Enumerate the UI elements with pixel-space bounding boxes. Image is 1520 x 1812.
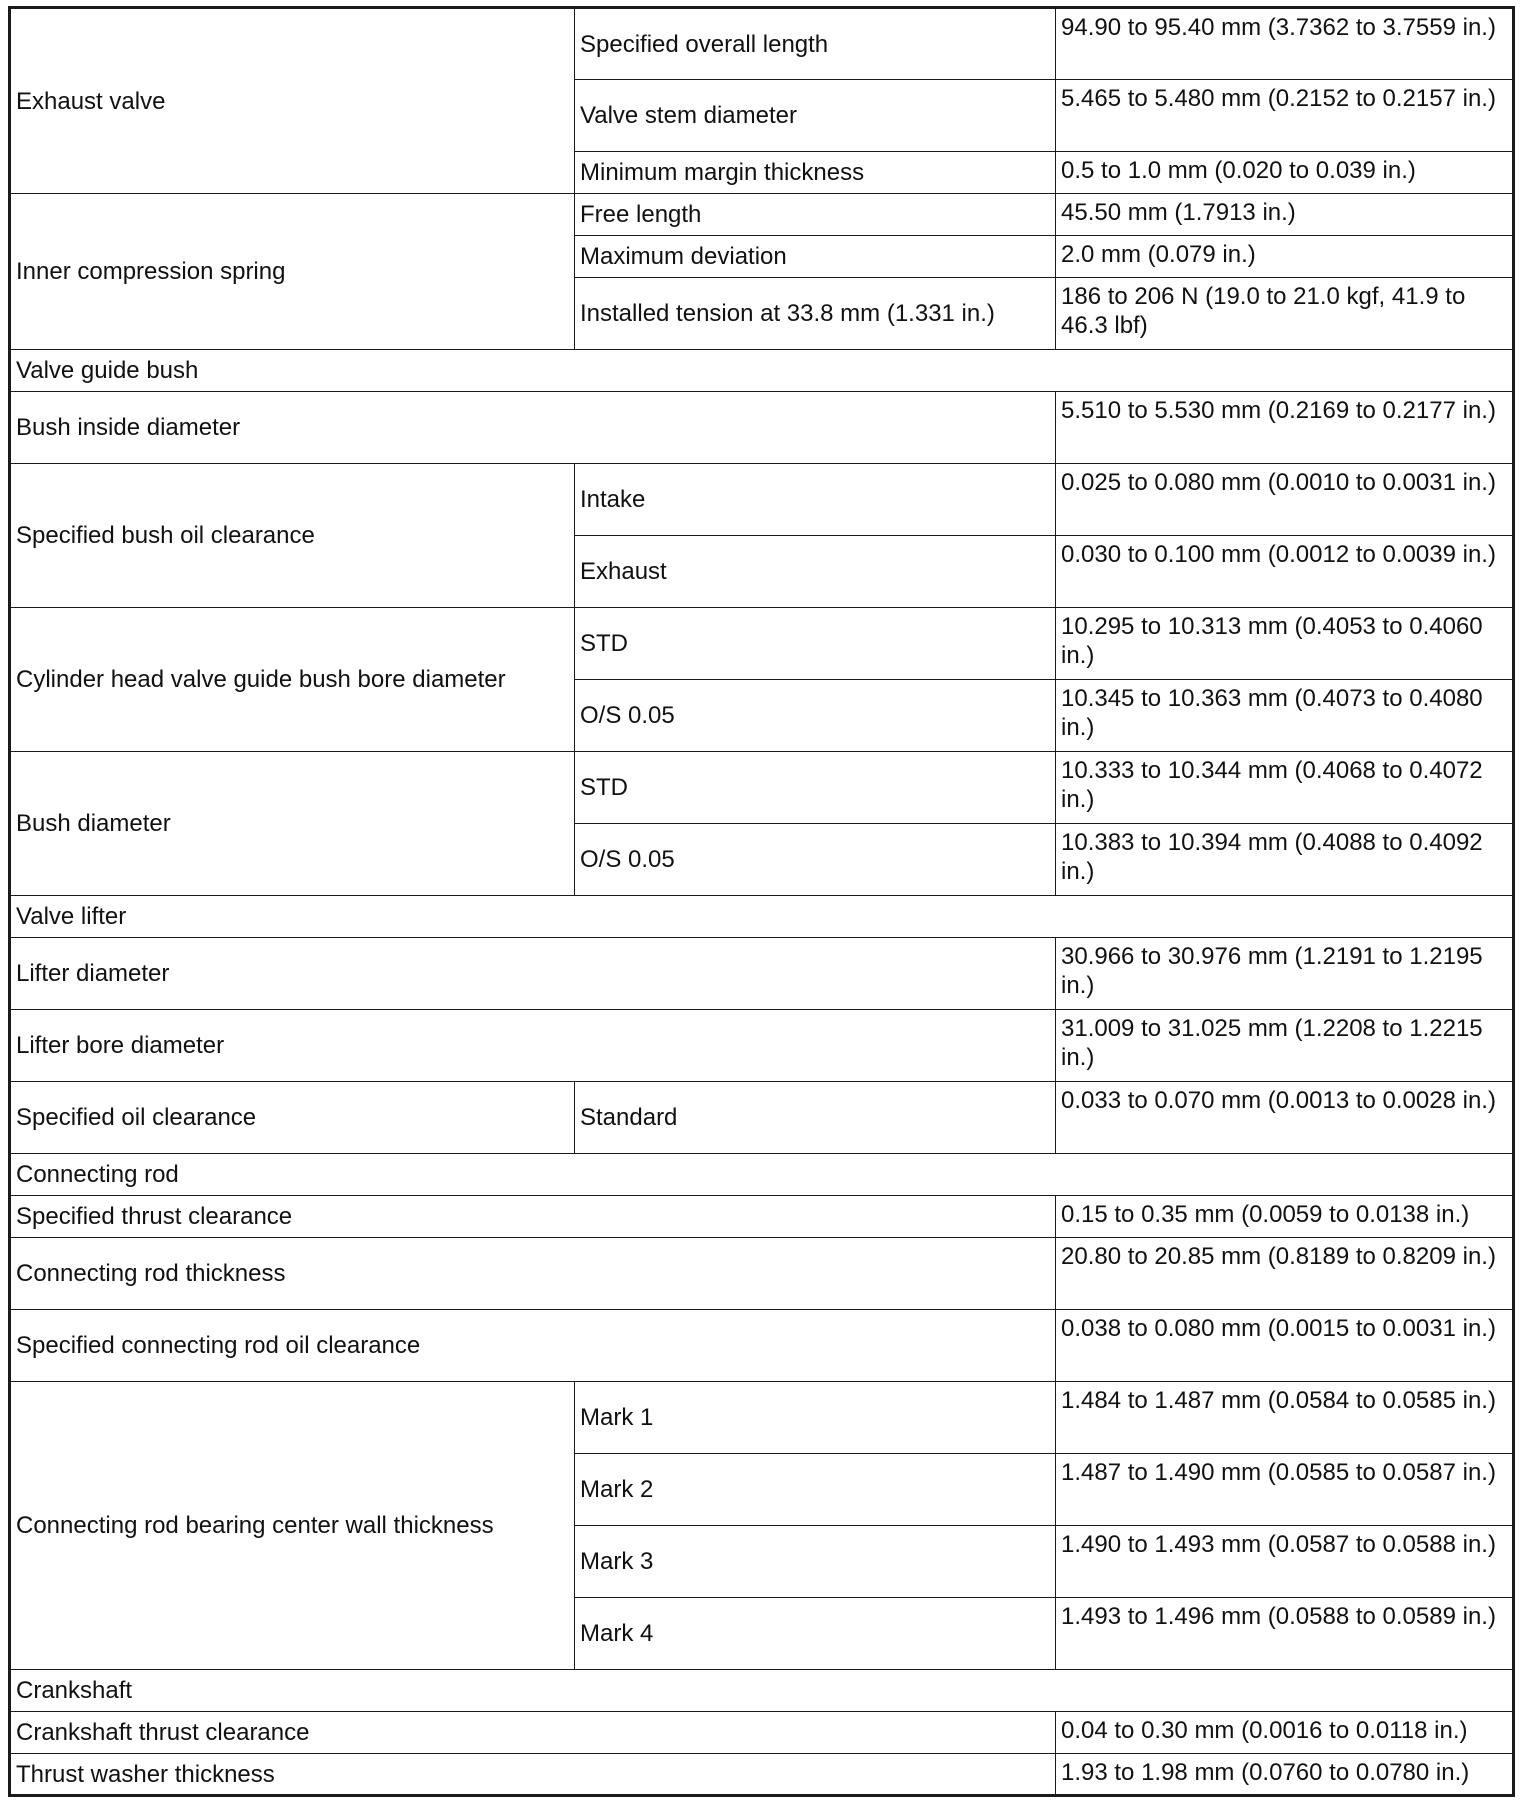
param-label-cell: Lifter diameter	[10, 938, 1056, 1010]
param-cell: O/S 0.05	[575, 680, 1056, 752]
table-row	[10, 608, 1514, 680]
table-row	[10, 392, 1514, 464]
param-cell: Mark 1	[575, 1382, 1056, 1454]
param-cell: Standard	[575, 1082, 1056, 1154]
value-cell: 2.0 mm (0.079 in.)	[1056, 236, 1514, 278]
specification-table	[8, 6, 1515, 1797]
param-label-cell: Lifter bore diameter	[10, 1010, 1056, 1082]
param-cell: Intake	[575, 464, 1056, 536]
table-row	[10, 1010, 1514, 1082]
param-cell: Mark 4	[575, 1598, 1056, 1670]
value-cell: 10.295 to 10.313 mm (0.4053 to 0.4060 in.)	[1056, 608, 1514, 680]
param-label-cell: Crankshaft thrust clearance	[10, 1712, 1056, 1754]
value-cell: 1.490 to 1.493 mm (0.0587 to 0.0588 in.)	[1056, 1526, 1514, 1598]
section-row	[10, 350, 1514, 392]
param-label-cell: Specified thrust clearance	[10, 1196, 1056, 1238]
table-row	[10, 464, 1514, 536]
group-label-bush-oil-clearance: Specified bush oil clearance	[10, 464, 575, 608]
param-label-cell: Thrust washer thickness	[10, 1754, 1056, 1796]
param-cell: Specified overall length	[575, 8, 1056, 80]
param-cell: STD	[575, 608, 1056, 680]
value-cell: 10.345 to 10.363 mm (0.4073 to 0.4080 in.)	[1056, 680, 1514, 752]
value-cell: 1.487 to 1.490 mm (0.0585 to 0.0587 in.)	[1056, 1454, 1514, 1526]
value-cell: 5.510 to 5.530 mm (0.2169 to 0.2177 in.)	[1056, 392, 1514, 464]
value-cell: 5.465 to 5.480 mm (0.2152 to 0.2157 in.)	[1056, 80, 1514, 152]
value-cell: 186 to 206 N (19.0 to 21.0 kgf, 41.9 to 46.3 lbf)	[1056, 278, 1514, 350]
value-cell: 1.93 to 1.98 mm (0.0760 to 0.0780 in.)	[1056, 1754, 1514, 1796]
value-cell: 45.50 mm (1.7913 in.)	[1056, 194, 1514, 236]
group-label-bearing-wall: Connecting rod bearing center wall thickness	[10, 1382, 575, 1670]
group-label-bore-diameter: Cylinder head valve guide bush bore diameter	[10, 608, 575, 752]
table-row	[10, 1196, 1514, 1238]
table-row	[10, 8, 1514, 80]
table-row	[10, 1082, 1514, 1154]
value-cell: 0.15 to 0.35 mm (0.0059 to 0.0138 in.)	[1056, 1196, 1514, 1238]
value-cell: 0.025 to 0.080 mm (0.0010 to 0.0031 in.)	[1056, 464, 1514, 536]
value-cell: 1.493 to 1.496 mm (0.0588 to 0.0589 in.)	[1056, 1598, 1514, 1670]
table-row	[10, 194, 1514, 236]
value-cell: 0.030 to 0.100 mm (0.0012 to 0.0039 in.)	[1056, 536, 1514, 608]
param-cell: Free length	[575, 194, 1056, 236]
section-header-valve-guide-bush: Valve guide bush	[10, 350, 1514, 392]
param-cell: Valve stem diameter	[575, 80, 1056, 152]
table-row	[10, 938, 1514, 1010]
section-row	[10, 896, 1514, 938]
table-row	[10, 1238, 1514, 1310]
param-cell: STD	[575, 752, 1056, 824]
section-row	[10, 1154, 1514, 1196]
value-cell: 94.90 to 95.40 mm (3.7362 to 3.7559 in.)	[1056, 8, 1514, 80]
section-header-connecting-rod: Connecting rod	[10, 1154, 1514, 1196]
value-cell: 0.5 to 1.0 mm (0.020 to 0.039 in.)	[1056, 152, 1514, 194]
param-cell: Mark 2	[575, 1454, 1056, 1526]
param-cell: O/S 0.05	[575, 824, 1056, 896]
value-cell: 0.04 to 0.30 mm (0.0016 to 0.0118 in.)	[1056, 1712, 1514, 1754]
value-cell: 20.80 to 20.85 mm (0.8189 to 0.8209 in.)	[1056, 1238, 1514, 1310]
param-cell: Installed tension at 33.8 mm (1.331 in.)	[575, 278, 1056, 350]
value-cell: 31.009 to 31.025 mm (1.2208 to 1.2215 in.)	[1056, 1010, 1514, 1082]
param-label-cell: Specified connecting rod oil clearance	[10, 1310, 1056, 1382]
group-label-inner-spring: Inner compression spring	[10, 194, 575, 350]
param-cell: Exhaust	[575, 536, 1056, 608]
section-row	[10, 1670, 1514, 1712]
value-cell: 0.038 to 0.080 mm (0.0015 to 0.0031 in.)	[1056, 1310, 1514, 1382]
group-label-oil-clearance: Specified oil clearance	[10, 1082, 575, 1154]
value-cell: 1.484 to 1.487 mm (0.0584 to 0.0585 in.)	[1056, 1382, 1514, 1454]
table-row	[10, 1382, 1514, 1454]
group-label-exhaust-valve: Exhaust valve	[10, 8, 575, 194]
param-cell: Mark 3	[575, 1526, 1056, 1598]
param-cell: Maximum deviation	[575, 236, 1056, 278]
table-row	[10, 1712, 1514, 1754]
value-cell: 10.333 to 10.344 mm (0.4068 to 0.4072 in.)	[1056, 752, 1514, 824]
table-row	[10, 752, 1514, 824]
section-header-valve-lifter: Valve lifter	[10, 896, 1514, 938]
value-cell: 30.966 to 30.976 mm (1.2191 to 1.2195 in.)	[1056, 938, 1514, 1010]
value-cell: 10.383 to 10.394 mm (0.4088 to 0.4092 in.)	[1056, 824, 1514, 896]
param-label-cell: Bush inside diameter	[10, 392, 1056, 464]
param-cell: Minimum margin thickness	[575, 152, 1056, 194]
table-row	[10, 1754, 1514, 1796]
value-cell: 0.033 to 0.070 mm (0.0013 to 0.0028 in.)	[1056, 1082, 1514, 1154]
section-header-crankshaft: Crankshaft	[10, 1670, 1514, 1712]
table-row	[10, 1310, 1514, 1382]
group-label-bush-diameter: Bush diameter	[10, 752, 575, 896]
param-label-cell: Connecting rod thickness	[10, 1238, 1056, 1310]
